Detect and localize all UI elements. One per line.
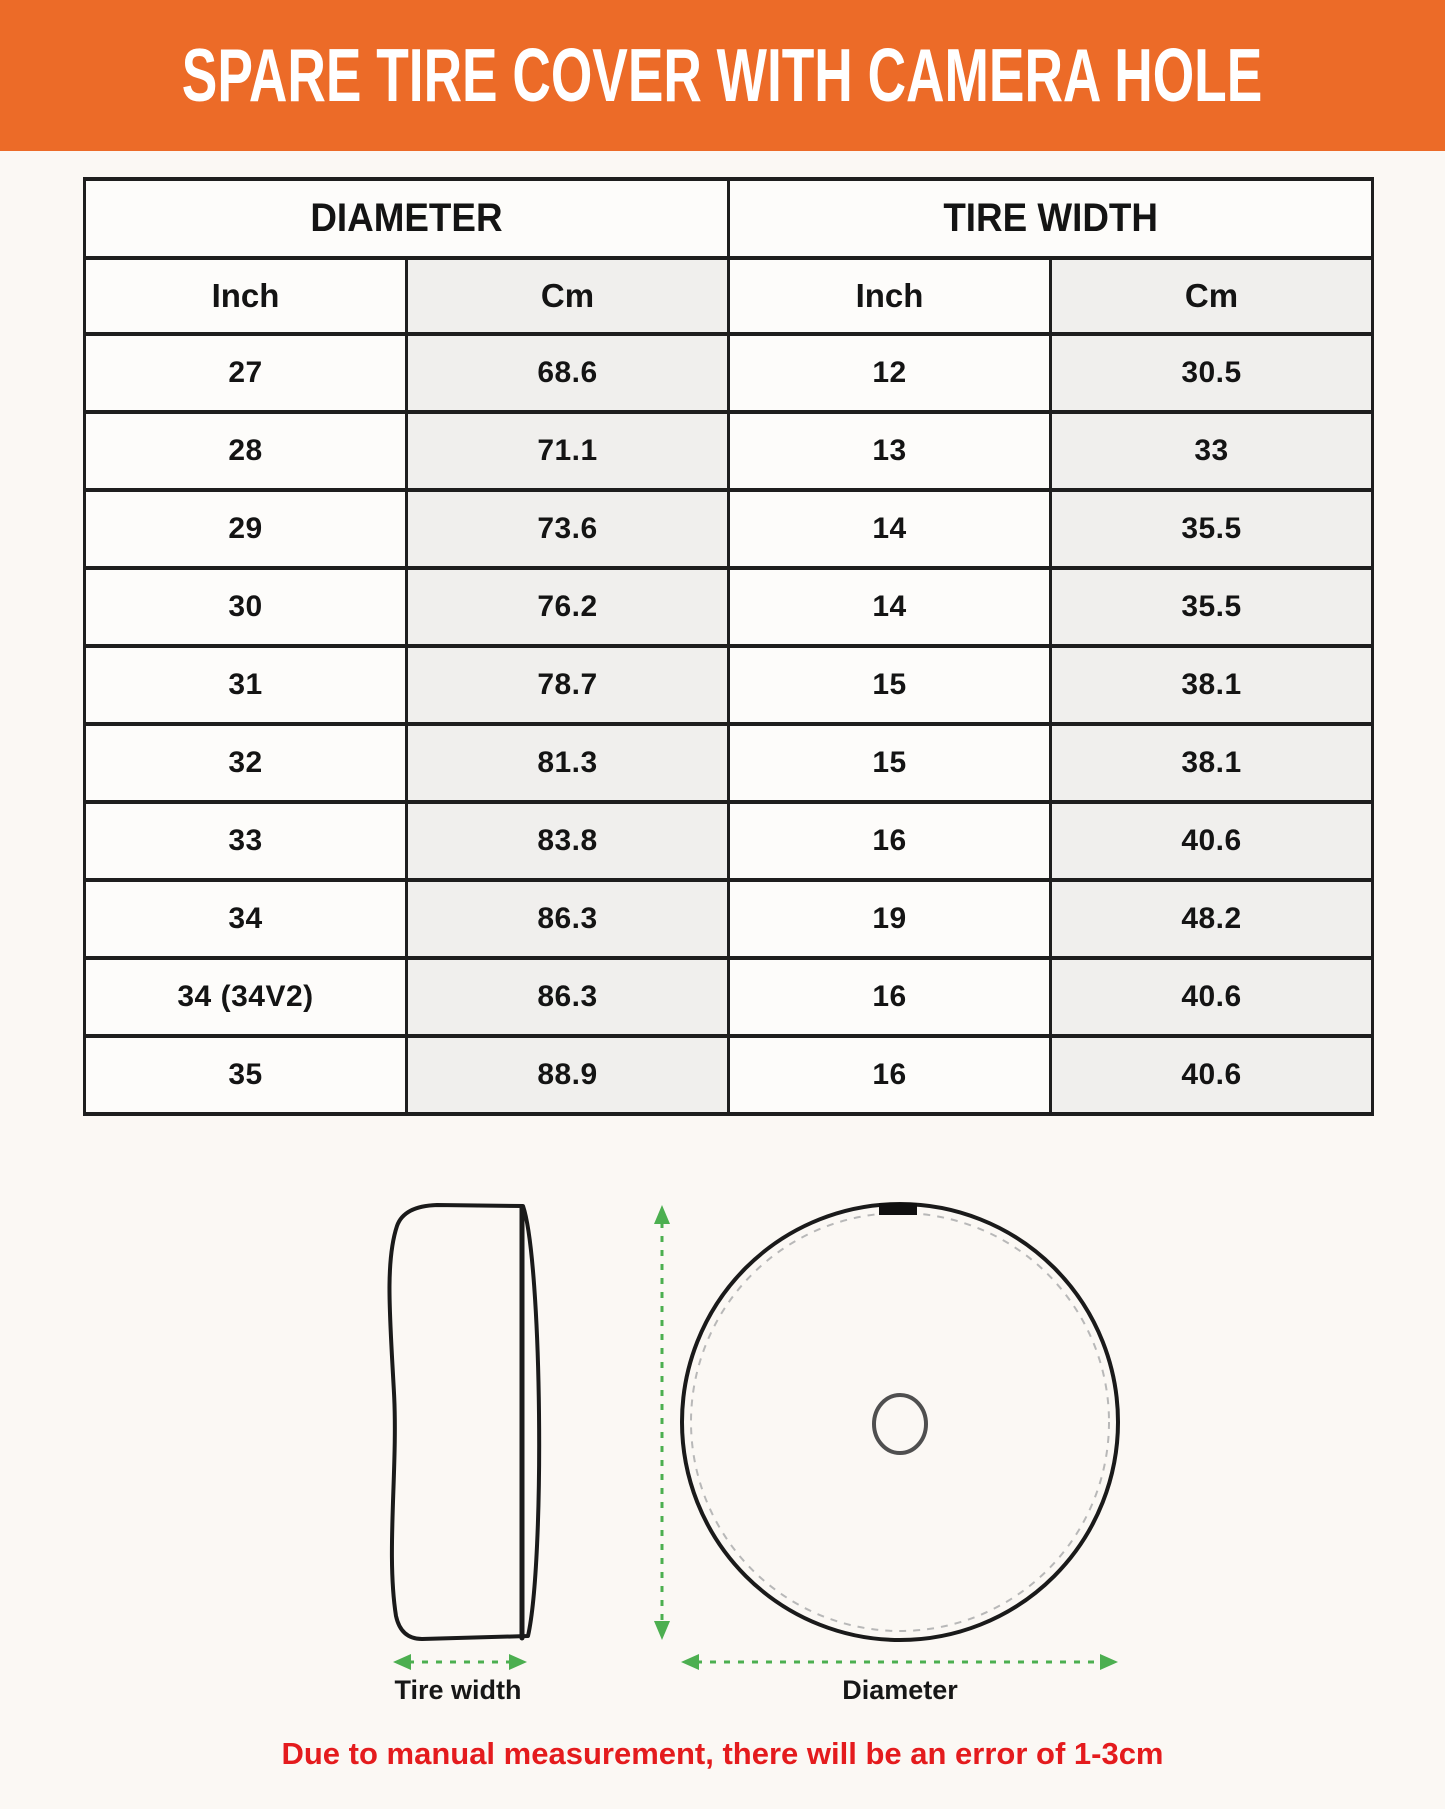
cell-width-inch: 14 xyxy=(729,490,1051,568)
group-header-diameter: DIAMETER xyxy=(85,179,729,258)
table-row xyxy=(85,1036,1373,1114)
cell-diameter-cm: 76.2 xyxy=(407,568,729,646)
cell-width-inch: 16 xyxy=(729,802,1051,880)
cell-diameter-inch: 30 xyxy=(85,568,407,646)
table-row xyxy=(85,490,1373,568)
cell-diameter-cm: 86.3 xyxy=(407,958,729,1036)
cell-width-inch: 13 xyxy=(729,412,1051,490)
cell-width-cm: 35.5 xyxy=(1051,490,1373,568)
cell-width-cm: 38.1 xyxy=(1051,646,1373,724)
cell-diameter-cm: 78.7 xyxy=(407,646,729,724)
cell-diameter-cm: 71.1 xyxy=(407,412,729,490)
size-table xyxy=(83,177,1374,1116)
cell-diameter-cm: 81.3 xyxy=(407,724,729,802)
tire-diagram xyxy=(0,1185,1445,1685)
cell-width-inch: 19 xyxy=(729,880,1051,958)
cell-width-cm: 30.5 xyxy=(1051,334,1373,412)
cell-diameter-inch: 29 xyxy=(85,490,407,568)
cell-width-cm: 48.2 xyxy=(1051,880,1373,958)
cell-diameter-cm: 83.8 xyxy=(407,802,729,880)
subheader-width-cm: Cm xyxy=(1051,258,1373,334)
cell-width-cm: 40.6 xyxy=(1051,1036,1373,1114)
cell-diameter-inch: 32 xyxy=(85,724,407,802)
cell-width-inch: 14 xyxy=(729,568,1051,646)
cell-width-inch: 15 xyxy=(729,724,1051,802)
cell-width-cm: 38.1 xyxy=(1051,724,1373,802)
subheader-diameter-cm: Cm xyxy=(407,258,729,334)
cell-width-inch: 12 xyxy=(729,334,1051,412)
cell-diameter-inch: 35 xyxy=(85,1036,407,1114)
tire-width-label: Tire width xyxy=(394,1675,522,1705)
cell-width-cm: 40.6 xyxy=(1051,802,1373,880)
top-marker xyxy=(879,1203,917,1215)
subheader-width-inch: Inch xyxy=(729,258,1051,334)
cell-diameter-inch: 28 xyxy=(85,412,407,490)
table-row xyxy=(85,646,1373,724)
cell-diameter-cm: 73.6 xyxy=(407,490,729,568)
cell-diameter-inch: 27 xyxy=(85,334,407,412)
cell-diameter-cm: 86.3 xyxy=(407,880,729,958)
cell-diameter-inch: 34 xyxy=(85,880,407,958)
table-row xyxy=(85,802,1373,880)
cell-diameter-cm: 88.9 xyxy=(407,1036,729,1114)
measure-arrows xyxy=(408,1222,1104,1662)
cell-width-inch: 16 xyxy=(729,958,1051,1036)
table-row xyxy=(85,568,1373,646)
cell-width-cm: 40.6 xyxy=(1051,958,1373,1036)
cell-diameter-cm: 68.6 xyxy=(407,334,729,412)
table-row xyxy=(85,724,1373,802)
table-row xyxy=(85,334,1373,412)
table-group-header-row xyxy=(85,179,1373,258)
page-title: SPARE TIRE COVER WITH CAMERA HOLE xyxy=(182,33,1263,118)
cell-width-cm: 33 xyxy=(1051,412,1373,490)
cell-width-inch: 16 xyxy=(729,1036,1051,1114)
tire-side-view xyxy=(389,1205,539,1639)
subheader-diameter-inch: Inch xyxy=(85,258,407,334)
measurement-disclaimer: Due to manual measurement, there will be an error of 1-3cm xyxy=(281,1736,1164,1771)
header-banner xyxy=(0,0,1445,151)
diameter-label: Diameter xyxy=(842,1675,958,1705)
tire-front-view xyxy=(682,1203,1118,1640)
cell-diameter-inch: 31 xyxy=(85,646,407,724)
camera-hole xyxy=(874,1395,926,1453)
table-row xyxy=(85,958,1373,1036)
cell-width-cm: 35.5 xyxy=(1051,568,1373,646)
stitch-dashed-circle xyxy=(691,1213,1109,1631)
table-row xyxy=(85,880,1373,958)
table-subheader-row xyxy=(85,258,1373,334)
cell-diameter-inch: 33 xyxy=(85,802,407,880)
cell-diameter-inch: 34 (34V2) xyxy=(85,958,407,1036)
table-row xyxy=(85,412,1373,490)
cell-width-inch: 15 xyxy=(729,646,1051,724)
group-header-tire-width: TIRE WIDTH xyxy=(729,179,1373,258)
